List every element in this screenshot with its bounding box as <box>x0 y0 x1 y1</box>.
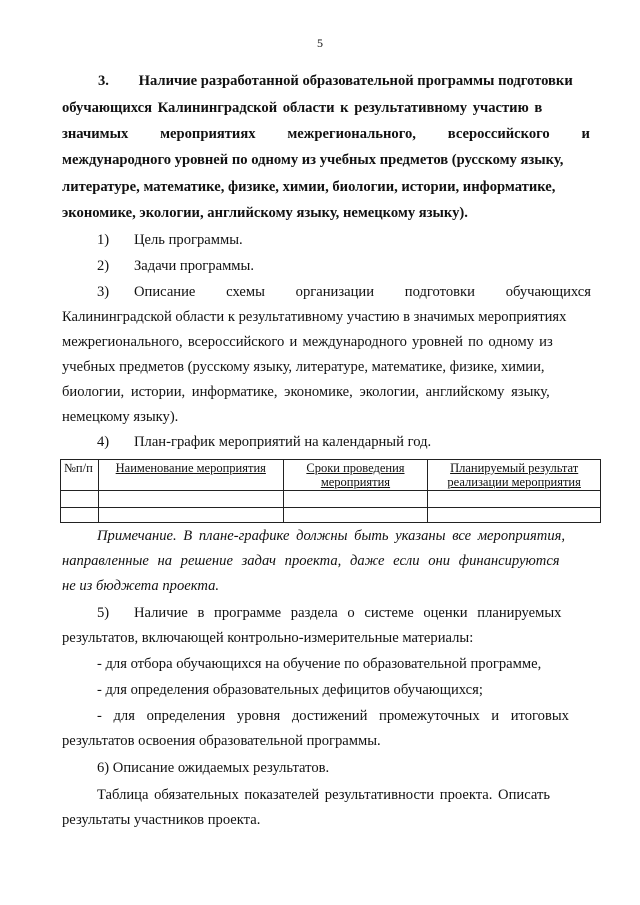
table-row <box>61 491 601 508</box>
table-cell <box>61 508 99 523</box>
item-5-line-1: Наличие в программе раздела о системе оценки планируемых <box>134 605 562 621</box>
item-5-line-2: результатов, включающей контрольно-измерительные материалы: <box>62 630 474 646</box>
table-cell <box>98 491 283 508</box>
header-cell-result: Планируемый результат реализации мероприятия <box>428 460 601 491</box>
item-1-number: 1) <box>97 232 110 248</box>
item-5-bullet-2: - для определения образовательных дефицитов обучающихся; <box>97 682 483 698</box>
table-cell <box>428 491 601 508</box>
plan-schedule-table <box>60 459 601 523</box>
item-5-bullet-3-line-2: результатов освоения образовательной программы. <box>62 733 381 749</box>
item-6-table-line-1: Таблица обязательных показателей результативности проекта. Описать <box>97 787 550 803</box>
item-3-line-1: Описание схемы организации подготовки обучающихся <box>134 284 591 300</box>
page-number: 5 <box>317 36 323 50</box>
section-heading-line-6: экономике, экологии, английскому языку, немецкому языку). <box>62 205 468 221</box>
table-row <box>61 508 601 523</box>
item-4-text: План-график мероприятий на календарный год. <box>134 434 432 450</box>
section-number: 3. <box>98 73 109 89</box>
table-cell <box>428 508 601 523</box>
note-line-1: Примечание. В плане-графике должны быть указаны все мероприятия, <box>97 528 566 544</box>
item-6-table-line-2: результаты участников проекта. <box>62 812 261 828</box>
item-3-line-6: немецкому языку). <box>62 409 179 425</box>
item-1-text: Цель программы. <box>134 232 243 248</box>
table-cell <box>61 491 99 508</box>
section-heading-line-1: 3. Наличие разработанной образовательной программы подготовки <box>98 73 573 89</box>
section-heading-line-2: обучающихся Калининградской области к результативному участию в <box>62 100 543 116</box>
note-line-2: направленные на решение задач проекта, даже если они финансируются <box>62 553 560 569</box>
table-cell <box>283 508 428 523</box>
item-5-number: 5) <box>97 605 110 621</box>
item-3-line-3: межрегионального, всероссийского и международного уровней по одному из <box>62 334 553 350</box>
table-header-row <box>61 460 601 491</box>
section-heading-line-4: международного уровней по одному из учебных предметов (русскому языку, <box>62 152 564 168</box>
item-6-text: 6) Описание ожидаемых результатов. <box>97 760 330 776</box>
item-5-bullet-3-line-1: - для определения уровня достижений промежуточных и итоговых <box>97 708 569 724</box>
item-2-text: Задачи программы. <box>134 258 254 274</box>
section-heading-line-5: литературе, математике, физике, химии, биологии, истории, информатике, <box>62 179 556 195</box>
item-5-bullet-1: - для отбора обучающихся на обучение по образовательной программе, <box>97 656 542 672</box>
table-cell <box>283 491 428 508</box>
item-2-number: 2) <box>97 258 110 274</box>
header-cell-dates: Сроки проведения мероприятия <box>283 460 428 491</box>
table-cell <box>98 508 283 523</box>
item-3-number: 3) <box>97 284 110 300</box>
item-4-number: 4) <box>97 434 110 450</box>
item-3-line-4: учебных предметов (русскому языку, литературе, математике, физике, химии, <box>62 359 545 375</box>
item-3-line-2: Калининградской области к результативному участию в значимых мероприятиях <box>62 309 567 325</box>
section-heading-line-3: значимых мероприятиях межрегионального, всероссийского и <box>62 126 590 142</box>
note-line-3: не из бюджета проекта. <box>62 578 220 594</box>
header-cell-name: Наименование мероприятия <box>98 460 283 491</box>
header-cell-number: №п/п <box>61 460 99 491</box>
item-3-line-5: биологии, истории, информатике, экономике, экологии, английскому языку, <box>62 384 550 400</box>
